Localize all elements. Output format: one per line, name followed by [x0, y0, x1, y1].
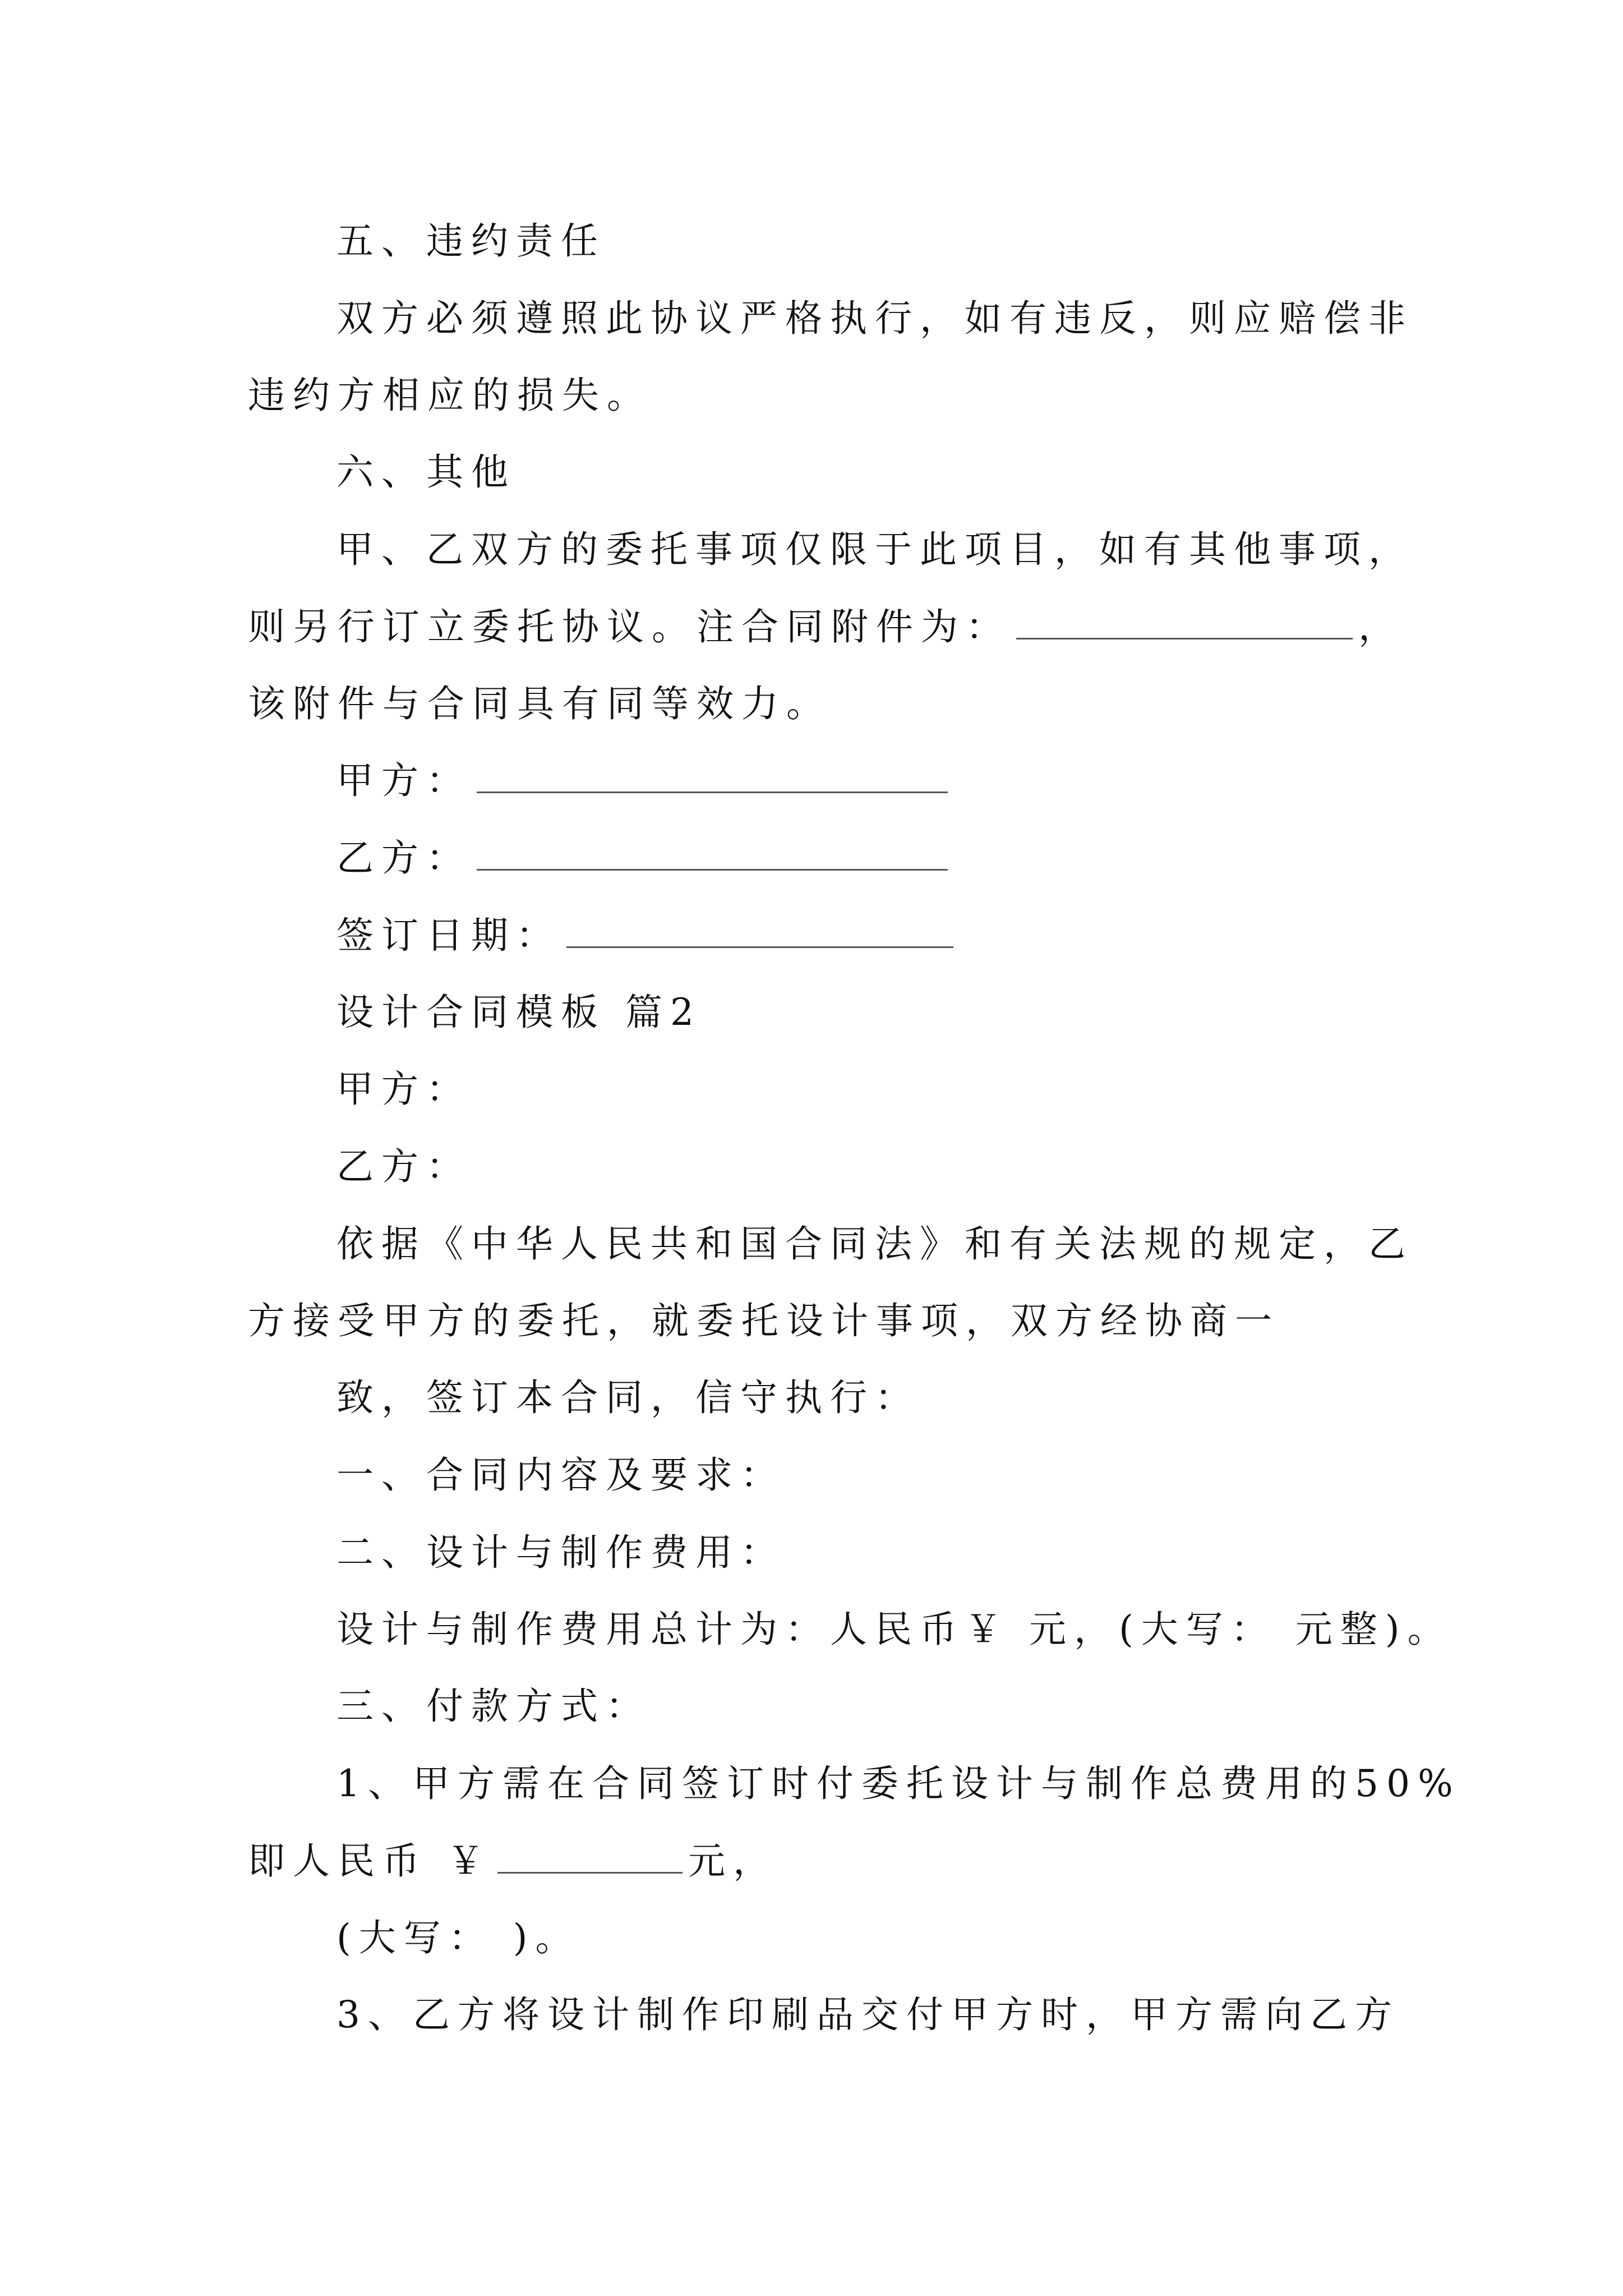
section-heading-breach: 五、违约责任: [336, 219, 606, 263]
section-heading-payment: 三、付款方式：: [336, 1685, 651, 1728]
paragraph-line: 3、乙方将设计制作印刷品交付甲方时，甲方需向乙方: [336, 1993, 1400, 2036]
party-b-blank[interactable]: [477, 836, 948, 871]
section-heading-other: 六、其他: [336, 450, 516, 494]
section-heading-content: 一、合同内容及要求：: [336, 1453, 785, 1497]
party-a-label: 甲方：: [336, 1068, 471, 1111]
paragraph-line: 双方必须遵照此协议严格执行，如有违反，则应赔偿非: [336, 297, 1413, 340]
paragraph-line: 违约方相应的损失。: [248, 374, 652, 417]
payment-amount-line: 即人民币 ￥ 元，: [248, 1839, 778, 1883]
paragraph-line: 1、甲方需在合同签订时付委托设计与制作总费用的50%: [336, 1762, 1461, 1805]
paragraph-line-attachment: 则另行订立委托协议。注合同附件为： ，: [248, 605, 1403, 648]
paragraph-line: (大写： )。: [336, 1916, 580, 1959]
signing-date-blank[interactable]: [566, 914, 953, 948]
party-b-label: 乙方：: [336, 1145, 471, 1188]
party-a-signature-line: 甲方：: [336, 758, 953, 803]
signing-date-line: 签订日期：: [336, 913, 959, 958]
paragraph-line: 甲、乙双方的委托事项仅限于此项目，如有其他事项，: [336, 528, 1413, 571]
attachment-blank[interactable]: [1016, 605, 1353, 639]
paragraph-line: 依据《中华人民共和国合同法》和有关法规的规定，乙: [336, 1222, 1413, 1266]
party-a-blank[interactable]: [477, 759, 948, 793]
fee-total-line: 设计与制作费用总计为：人民币￥ 元，(大写： 元整)。: [336, 1608, 1453, 1651]
paragraph-line: 方接受甲方的委托，就委托设计事项，双方经协商一: [248, 1299, 1280, 1342]
section-title: 设计合同模板 篇2: [336, 991, 702, 1034]
party-b-signature-line: 乙方：: [336, 836, 953, 881]
section-heading-fee: 二、设计与制作费用：: [336, 1531, 785, 1574]
paragraph-line: 致，签订本合同，信守执行：: [336, 1376, 920, 1419]
amount-blank[interactable]: [497, 1839, 683, 1874]
paragraph-line: 该附件与合同具有同等效力。: [248, 682, 831, 725]
